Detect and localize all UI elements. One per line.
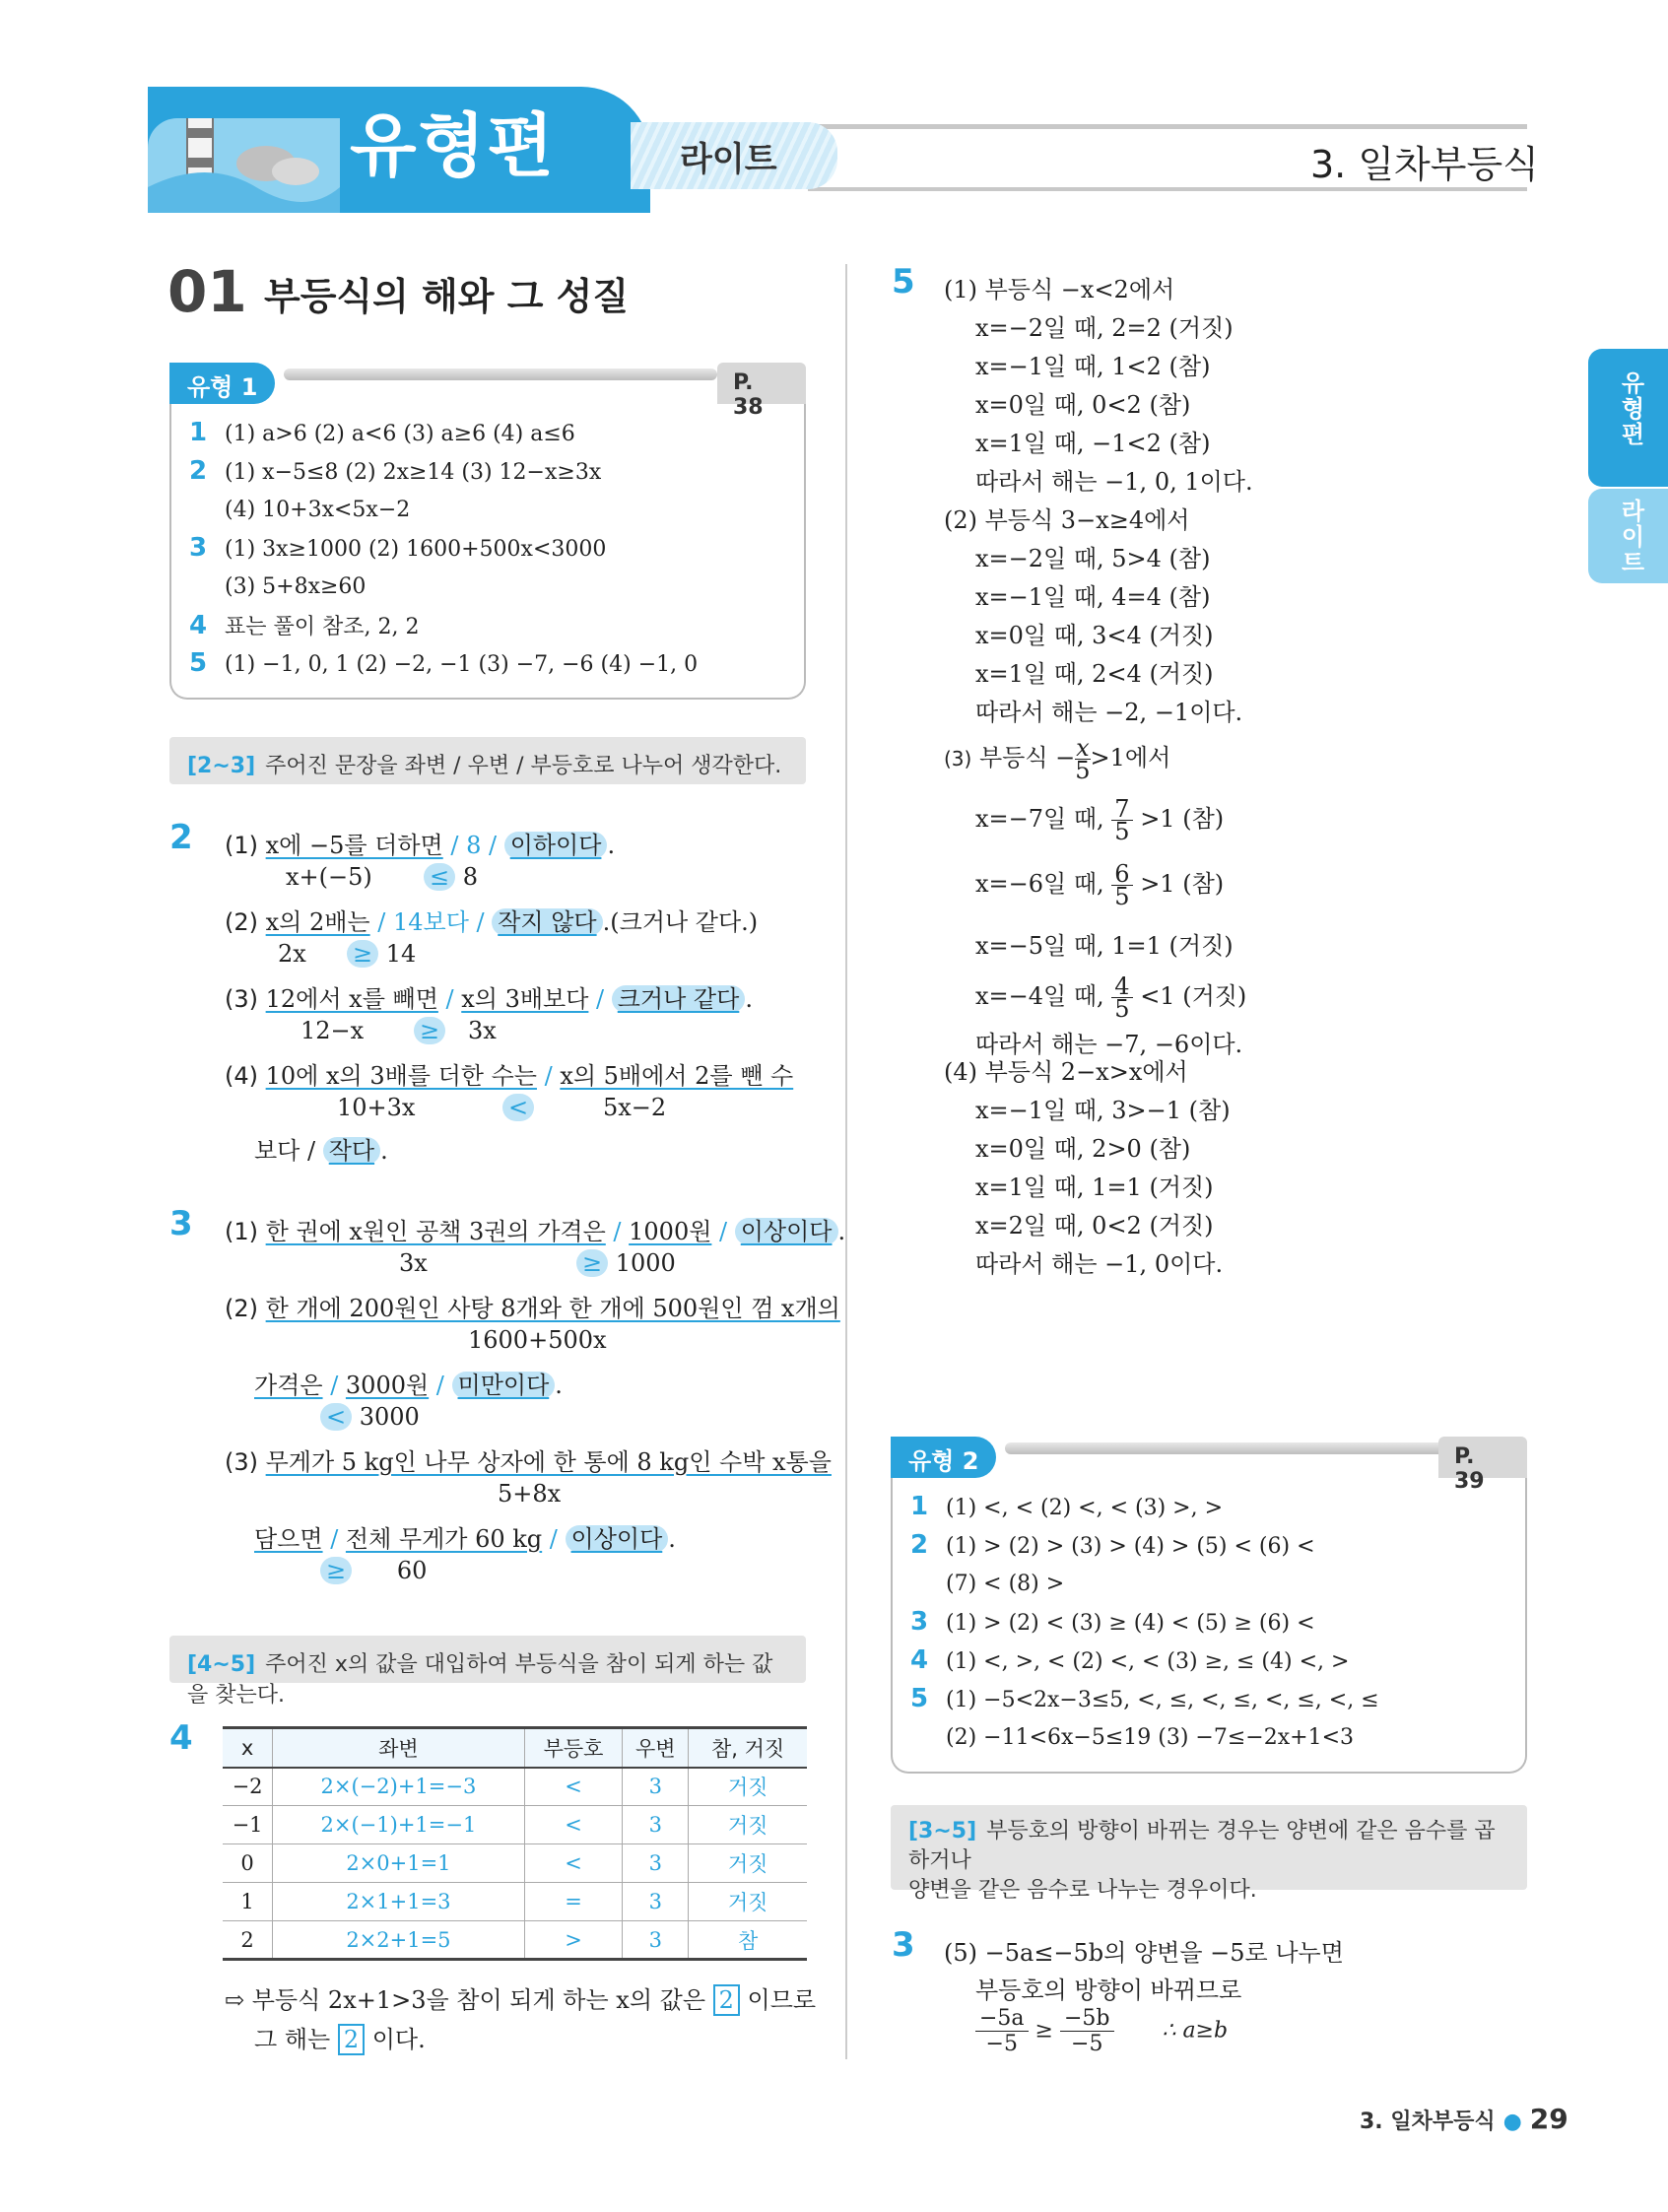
fraction (1111, 860, 1132, 910)
sol2-part2: (2) x의 2배는 / 14보다 / 작지 않다 .(크거나 같다.) (225, 908, 759, 936)
type1-page: P. 38 (717, 363, 806, 404)
type1-answer-number: 4 (189, 611, 208, 640)
table-cell: 3 (623, 1883, 689, 1921)
sol5-line: 따라서 해는 −2, −1이다. (975, 699, 1243, 726)
solution-number: 3 (169, 1204, 193, 1243)
type1-answer-text: 표는 풀이 참조, 2, 2 (225, 615, 420, 639)
table-header-cell: x (223, 1728, 273, 1768)
solution-number: 2 (169, 818, 193, 857)
fraction-denominator: 5 (1114, 883, 1130, 910)
type1-answer-text: (1) a>6 (2) a<6 (3) a≥6 (4) a≤6 (225, 422, 575, 446)
sol2-part1: (1) x에 −5를 더하면 / 8 / 이하이다 . (225, 832, 616, 859)
header-rule-top (808, 124, 1527, 129)
type2-answer-row (910, 1645, 1349, 1675)
table-cell: 3 (623, 1768, 689, 1806)
sol3-part2-math: 1600+500x (468, 1326, 607, 1354)
table-cell: 2×0+1=1 (273, 1844, 525, 1883)
type2-answer-text: (1) > (2) > (3) > (4) > (5) < (6) < (946, 1534, 1315, 1559)
fraction-numerator: 6 (1111, 863, 1132, 886)
sol5-line: x=1일 때, 2<4 (거짓) (975, 660, 1214, 688)
table-header-cell: 우변 (623, 1728, 689, 1768)
column-divider (845, 264, 847, 2059)
chapter-title: 3. 일차부등식 (1310, 143, 1539, 186)
type2-answer-text: (7) < (8) > (946, 1572, 1065, 1596)
type2-answer-text: (1) > (2) < (3) ≥ (4) < (5) ≥ (6) < (946, 1611, 1315, 1636)
table-cell: 0 (223, 1844, 273, 1883)
sol5-part3-head: (3) 부등식 − $\frac{x}{5}$ >1에서 (944, 734, 1171, 784)
table-cell: 2×1+1=3 (273, 1883, 525, 1921)
table-cell: −1 (223, 1806, 273, 1844)
sol2-part4-right: 5x−2 (603, 1094, 667, 1121)
table-cell: −2 (223, 1768, 273, 1806)
sol3-part1-sign: ≥ 1000 (576, 1249, 676, 1277)
sol2-part3: (3) 12에서 x를 빼면 / x의 3배보다 / 크거나 같다 . (225, 985, 753, 1013)
side-tab-level-label: 라이트 (1617, 499, 1644, 575)
type2-answer-text: (1) <, >, < (2) <, < (3) ≥, ≤ (4) <, > (946, 1649, 1350, 1674)
sol3-part1-math: 3x (399, 1249, 428, 1277)
sol5-line: x=−2일 때, 2=2 (거짓) (975, 314, 1234, 342)
fraction-numerator: 7 (1111, 798, 1132, 821)
table-row (223, 1768, 807, 1806)
type2-page: P. 39 (1438, 1437, 1527, 1478)
sol3b-line2: 부등호의 방향이 바뀌므로 (975, 1977, 1242, 2004)
type2-answer-number: 4 (910, 1645, 929, 1675)
type1-answer-row (189, 418, 575, 447)
type1-answer-text: (3) 5+8x≥60 (225, 574, 367, 599)
table-cell: 2×2+1=5 (273, 1921, 525, 1960)
sol2-part1-sign: ≤ 8 (424, 863, 478, 891)
table-cell: 2 (223, 1921, 273, 1960)
type2-answer-text: (1) <, < (2) <, < (3) >, > (946, 1496, 1224, 1520)
table-cell: < (524, 1768, 623, 1806)
type2-answer-number: 1 (910, 1492, 929, 1521)
header-title: 유형편 (350, 105, 556, 186)
fraction-denominator: 5 (1114, 818, 1130, 845)
sol5-line: x=2일 때, 0<2 (거짓) (975, 1212, 1214, 1240)
sol5-line: x=0일 때, 0<2 (참) (975, 391, 1191, 419)
level-label: 라이트 (680, 140, 777, 179)
type1-answers (169, 404, 806, 700)
table-cell: 3 (623, 1844, 689, 1883)
lighthouse-icon (148, 118, 340, 213)
sol2-part2-math: 2x (278, 940, 306, 968)
header-illustration (148, 118, 340, 213)
table-cell: = (524, 1883, 623, 1921)
hint-text: 주어진 문장을 좌변 / 우변 / 부등호로 나누어 생각한다. (265, 754, 782, 778)
type2-answer-number: 3 (910, 1607, 929, 1637)
table-header-cell: 부등호 (524, 1728, 623, 1768)
sol3b-line1: (5) −5a≤−5b의 양변을 −5로 나누면 (944, 1939, 1344, 1967)
sol5-line: x=−1일 때, 3>−1 (참) (975, 1097, 1231, 1124)
table-header-cell: 참, 거짓 (689, 1728, 807, 1768)
sol4-conclusion-2: 그 해는 2 이다. (254, 2026, 426, 2053)
hint-text: 부등호의 방향이 바뀌는 경우는 양변에 같은 음수를 곱하거나 (908, 1819, 1496, 1873)
type2-answer-row (910, 1722, 1354, 1750)
sol5-line: x=−1일 때, 1<2 (참) (975, 353, 1211, 380)
sol5-case: x=−7일 때, $\frac{7}{5}$ >1 (참) (975, 795, 1225, 845)
table-cell: > (524, 1921, 623, 1960)
sol3-part2-sign: < 3000 (320, 1403, 420, 1431)
sol2-part4: (4) 10에 x의 3배를 더한 수는 / x의 5배에서 2를 뺀 수 (225, 1062, 794, 1090)
type2-answer-row (910, 1492, 1223, 1521)
sol5-line: 따라서 해는 −1, 0, 1이다. (975, 468, 1253, 496)
type1-bar (284, 369, 717, 380)
hint-4-5 (169, 1636, 806, 1708)
type2-answer-text: (2) −11<6x−5≤19 (3) −7≤−2x+1<3 (946, 1725, 1354, 1750)
sol5-line: x=1일 때, 1=1 (거짓) (975, 1173, 1214, 1201)
type1-answer-number: 5 (189, 648, 208, 678)
table-row (223, 1806, 807, 1844)
table-row (223, 1883, 807, 1921)
type1-answer-text: (4) 10+3x<5x−2 (225, 498, 411, 522)
page-number: 29 (1529, 2103, 1568, 2135)
section-number: 01 (167, 258, 247, 325)
hint-tag: [2~3] (187, 754, 256, 778)
type1-answer-number: 2 (189, 456, 208, 486)
table-cell: 참 (689, 1921, 807, 1960)
solution-number: 5 (892, 262, 915, 302)
fraction-numerator: 4 (1111, 975, 1132, 998)
table-cell: 3 (623, 1921, 689, 1960)
table-row (223, 1921, 807, 1960)
type1-answer-row (189, 648, 698, 678)
side-tab-type-label: 유형편 (1617, 370, 1644, 447)
type2-bar (1005, 1442, 1450, 1454)
sol3-part3-math: 5+8x (498, 1480, 562, 1508)
type2-label: 유형 2 (891, 1437, 996, 1478)
type2-answer-row (910, 1530, 1315, 1560)
page-footer (1360, 2103, 1568, 2135)
side-tab-type (1588, 349, 1668, 487)
type2-answer-text: (1) −5<2x−3≤5, <, ≤, <, ≤, <, ≤, <, ≤ (946, 1688, 1379, 1712)
sol3-part2: (2) 한 개에 200원인 사탕 8개와 한 개에 500원인 껌 x개의 (225, 1295, 840, 1322)
sol5-case: x=−4일 때, $\frac{4}{5}$ <1 (거짓) (975, 972, 1247, 1023)
hint-text-2: 양변을 같은 음수로 나누는 경우이다. (908, 1878, 1257, 1903)
table-cell: 2×(−1)+1=−1 (273, 1806, 525, 1844)
sol2-part4-sign: < (502, 1094, 534, 1121)
sol5-line: x=−1일 때, 4=4 (참) (975, 583, 1211, 611)
sol2-part4-tail: 보다 / 작다 . (254, 1137, 388, 1165)
type2-answer-row (910, 1569, 1064, 1596)
solution-number: 4 (169, 1718, 193, 1758)
type1-answer-text: (1) x−5≤8 (2) 2x≥14 (3) 12−x≥3x (225, 460, 602, 485)
solution-number: 3 (892, 1925, 915, 1965)
sol3b-fraction: $\frac{-5a}{-5}$ ≥ $\frac{-5b}{-5}$ ∴ a≥b (975, 2006, 1228, 2056)
table-cell: < (524, 1806, 623, 1844)
table-body (223, 1768, 807, 1960)
sol2-part1-math: x+(−5) (286, 863, 372, 891)
footer-dot-icon: ● (1502, 2110, 1522, 2134)
type2-answer-row (910, 1684, 1379, 1713)
side-tab-level (1588, 489, 1668, 583)
hint-tag: [3~5] (908, 1819, 977, 1843)
hint-3-5 (891, 1805, 1527, 1903)
sol3-part3: (3) 무게가 5 kg인 나무 상자에 한 통에 8 kg인 수박 x통을 (225, 1448, 832, 1476)
sol5-line: (2) 부등식 3−x≥4에서 (944, 506, 1190, 534)
type1-answer-number: 1 (189, 418, 208, 447)
type2-answer-number: 5 (910, 1684, 929, 1713)
fraction (1111, 972, 1132, 1023)
type1-answer-row (189, 610, 419, 640)
sol2-part4-math: 10+3x (337, 1094, 416, 1121)
table-header-cell: 좌변 (273, 1728, 525, 1768)
sol5-line: 따라서 해는 −1, 0이다. (975, 1250, 1224, 1278)
type2-answer-number: 2 (910, 1530, 929, 1560)
hint-tag: [4~5] (187, 1652, 256, 1677)
type1-answer-text: (1) 3x≥1000 (2) 1600+500x<3000 (225, 537, 607, 562)
type1-answer-row (189, 571, 366, 599)
type2-answer-row (910, 1607, 1315, 1637)
section-title: 부등식의 해와 그 성질 (264, 275, 630, 318)
sol5-line: (4) 부등식 2−x>x에서 (944, 1058, 1188, 1086)
table-cell: 2×(−2)+1=−3 (273, 1768, 525, 1806)
type1-answer-row (189, 495, 410, 522)
sol4-conclusion-1: ⇨ 부등식 2x+1>3을 참이 되게 하는 x의 값은 2 이므로 (225, 1986, 817, 2014)
sol5-case: 따라서 해는 −7, −6이다. (975, 1031, 1243, 1058)
type1-label: 유형 1 (169, 363, 275, 404)
truth-table (223, 1726, 807, 1961)
table-header-row (223, 1728, 807, 1768)
sol2-part3-math: 12−x (300, 1017, 365, 1044)
fraction (1111, 795, 1132, 845)
sol2-part3-sign: ≥ 3x (414, 1017, 497, 1044)
sol2-part2-sign: ≥ 14 (347, 940, 416, 968)
table-cell: 3 (623, 1806, 689, 1844)
table-cell: 거짓 (689, 1883, 807, 1921)
hint-2-3 (169, 737, 806, 784)
type2-answers (891, 1478, 1527, 1774)
sol3-part3-tail: 담으면 / 전체 무게가 60 kg / 이상이다 . (254, 1525, 676, 1553)
table-cell: < (524, 1844, 623, 1883)
sol5-case: x=−5일 때, 1=1 (거짓) (975, 932, 1234, 960)
type1-answer-number: 3 (189, 533, 208, 563)
sol5-line: x=−2일 때, 5>4 (참) (975, 545, 1211, 572)
fraction-denominator: 5 (1114, 995, 1130, 1023)
table-cell: 거짓 (689, 1806, 807, 1844)
table-cell: 1 (223, 1883, 273, 1921)
type1-answer-text: (1) −1, 0, 1 (2) −2, −1 (3) −7, −6 (4) −1, 0 (225, 652, 699, 677)
table-row (223, 1844, 807, 1883)
sol3-part1: (1) 한 권에 x원인 공책 3권의 가격은 / 1000원 / 이상이다 . (225, 1218, 846, 1245)
sol5-line: (1) 부등식 −x<2에서 (944, 276, 1175, 303)
table-cell: 거짓 (689, 1844, 807, 1883)
sol3-part3-sign: ≥ 60 (320, 1557, 427, 1584)
sol5-line: x=0일 때, 3<4 (거짓) (975, 622, 1214, 649)
footer-chapter: 3. 일차부등식 (1360, 2110, 1496, 2134)
table-cell: 거짓 (689, 1768, 807, 1806)
sol5-line: x=0일 때, 2>0 (참) (975, 1135, 1191, 1163)
type1-answer-row (189, 533, 606, 563)
sol3-part2-tail: 가격은 / 3000원 / 미만이다 . (254, 1372, 563, 1399)
hint-text: 주어진 x의 값을 대입하여 부등식을 참이 되게 하는 값을 찾는다. (187, 1652, 773, 1708)
sol5-line: x=1일 때, −1<2 (참) (975, 430, 1211, 457)
sol5-case: x=−6일 때, $\frac{6}{5}$ >1 (참) (975, 860, 1225, 910)
type1-answer-row (189, 456, 601, 486)
